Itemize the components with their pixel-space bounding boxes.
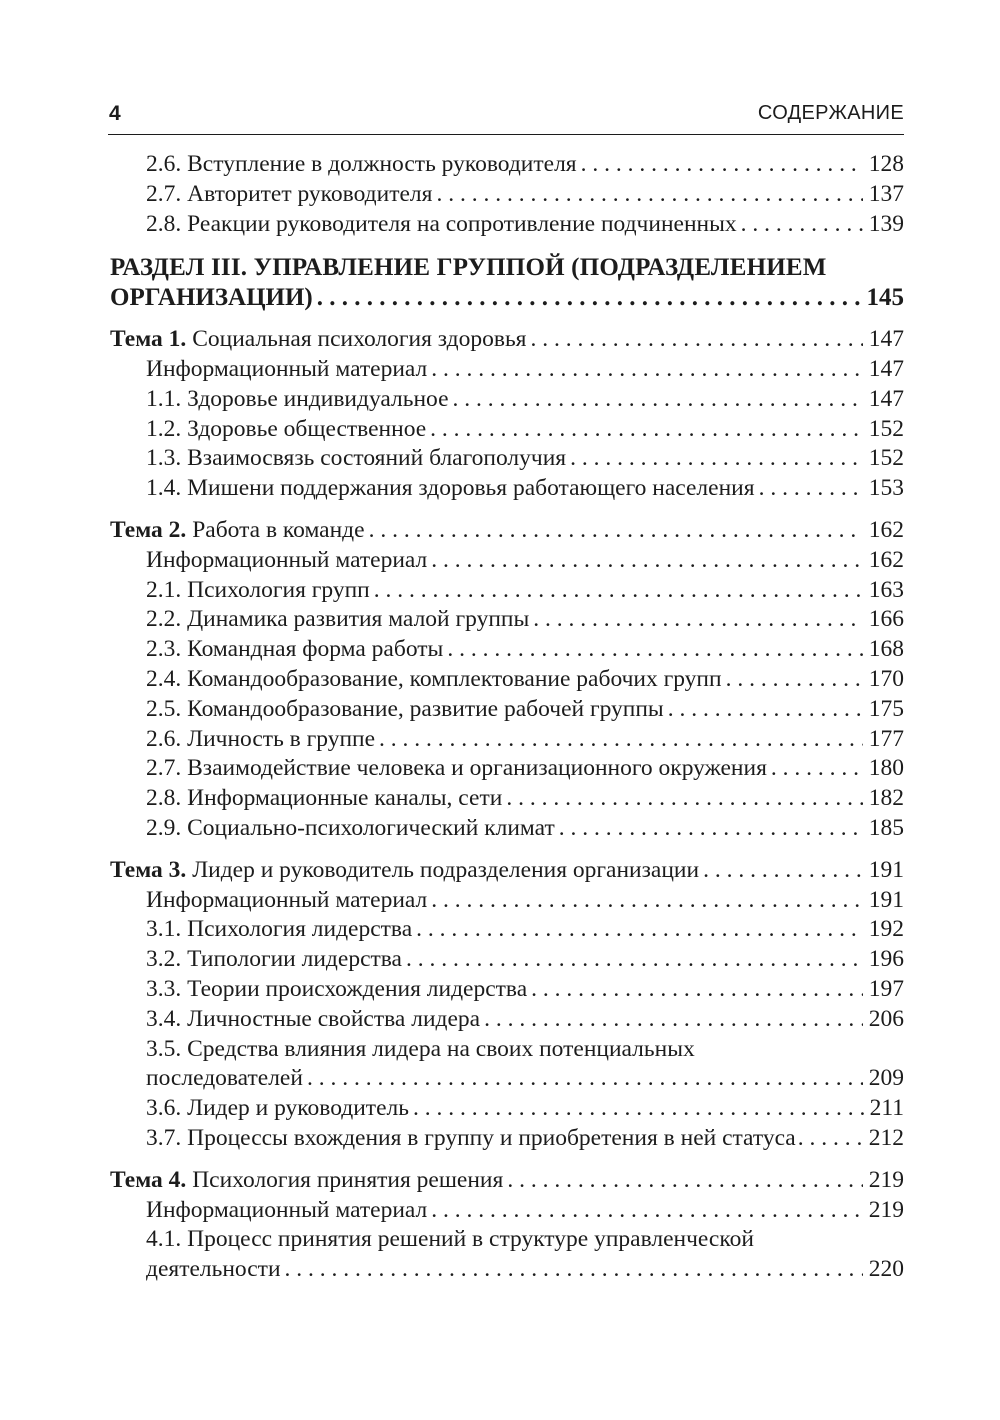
toc-entry[interactable] [110,546,904,576]
toc-entry-title: 2.6. Вступление в должность руководителя [146,151,577,177]
toc-entry[interactable] [110,1005,904,1035]
toc-entry[interactable] [110,754,904,784]
toc-entry-page: 147 [868,355,904,382]
topic-title: Работа в команде [192,516,365,543]
toc-entry-title: 3.2. Типологии лидерства [146,946,402,973]
toc-entry-title: 2.9. Социально-психологический климат [146,814,555,841]
dot-leader [431,1196,862,1226]
toc-entry-title: 1.3. Взаимосвязь состояний благополучия [146,445,567,472]
toc-entry-title: 2.1. Психология групп [146,576,370,603]
dot-leader [726,665,863,695]
toc-entry[interactable] [110,1255,904,1285]
toc-entry[interactable] [110,385,904,415]
topic-title: Социальная психология здоровья [192,326,527,353]
toc-entry-page: 139 [868,210,904,237]
toc-entry[interactable] [110,605,904,635]
toc-entry[interactable] [110,665,904,695]
page-header [108,98,904,135]
toc-entry[interactable] [110,444,904,474]
toc-entry-page: 191 [868,886,904,913]
topic-2 [110,516,904,844]
dot-leader [530,325,862,355]
toc-entry-title: 2.2. Динамика развития малой группы [146,606,530,633]
topic-label: Тема 2. [110,516,187,543]
dot-leader [453,385,863,415]
toc-entry-title: Информационный материал [146,546,428,573]
topic-page: 162 [868,516,904,543]
dot-leader [668,695,863,725]
toc-entry[interactable] [110,180,904,210]
toc-entry[interactable] [110,695,904,725]
topic-title: Лидер и руководитель подразделения организации [192,856,700,883]
dot-leader [413,1094,864,1124]
toc-entry[interactable] [110,886,904,916]
topic-3 [110,856,904,1154]
topic-heading[interactable] [110,516,904,546]
toc-entry[interactable] [110,150,904,180]
dot-leader [406,945,863,975]
toc-entry[interactable] [110,784,904,814]
toc-entry[interactable] [110,635,904,665]
dot-leader [430,415,863,445]
toc-entry-page: 197 [868,975,904,1002]
toc-entry-page: 147 [868,385,904,412]
toc-entry[interactable] [110,1064,904,1094]
dot-leader [533,605,862,635]
toc-entry[interactable] [110,210,904,240]
dot-leader [759,474,863,504]
topic-label: Тема 3. [110,856,187,883]
dot-leader [741,210,863,240]
dot-leader [431,546,862,576]
toc-entry[interactable] [110,415,904,445]
dot-leader [798,1124,865,1154]
toc-entry-page: 185 [868,814,904,841]
toc-entry-title: 2.8. Реакции руководителя на сопротивление подчиненных [146,210,737,237]
dot-leader [447,635,862,665]
toc-entry[interactable] [110,1094,904,1124]
dot-leader [570,444,863,474]
toc-entry[interactable] [110,355,904,385]
toc-entry-title: 3.7. Процессы вхождения в группу и приобретения в ней статуса [146,1124,796,1151]
toc-entry-page: 219 [868,1196,904,1223]
toc-entry-page: 175 [868,695,904,722]
topic-heading[interactable] [110,1166,904,1196]
toc-entry-page: 192 [868,916,904,943]
topic-title: Психология принятия решения [192,1166,504,1193]
dot-leader [484,1005,863,1035]
toc-entry-title: 2.3. Командная форма работы [146,636,444,663]
toc-entry-title: последователей [146,1065,303,1092]
dot-leader [285,1255,863,1285]
toc-entry-title: 3.1. Психология лидерства [146,916,413,943]
toc-entry-page: 162 [868,546,904,573]
dot-leader [559,814,863,844]
toc-entry-page: 163 [868,576,904,603]
topic-page: 219 [868,1166,904,1193]
topic-label: Тема 4. [110,1166,187,1193]
toc-entry-title: 2.8. Информационные каналы, сети [146,785,503,812]
toc-entry-title: 1.4. Мишени поддержания здоровья работающего населения [146,475,755,502]
toc-entry-page: 152 [868,415,904,442]
toc-entry-title: Информационный материал [146,1196,428,1223]
toc-entry-page: 168 [868,636,904,663]
dot-leader [317,283,861,313]
toc-entry[interactable] [110,1196,904,1226]
toc-entry-title: Информационный материал [146,355,428,382]
toc-entry[interactable] [110,814,904,844]
dot-leader [374,576,863,606]
toc-entry-title: 3.3. Теории происхождения лидерства [146,975,528,1002]
toc-entry-page: 206 [868,1005,904,1032]
dot-leader [771,754,863,784]
toc-entry[interactable] [110,725,904,755]
toc-entry-title: 2.7. Авторитет руководителя [146,180,433,207]
dot-leader [506,784,862,814]
topic-heading[interactable] [110,325,904,355]
toc-entry[interactable] [110,915,904,945]
section-title-line1: РАЗДЕЛ III. УПРАВЛЕНИЕ ГРУППОЙ (ПОДРАЗДЕЛЕНИЕМ [110,254,827,282]
running-title: СОДЕРЖАНИЕ [757,102,904,124]
dot-leader [307,1064,863,1094]
toc-entry-page: 212 [868,1124,904,1151]
topic-1 [110,325,904,504]
toc-entry[interactable] [110,576,904,606]
toc-entry[interactable] [110,474,904,504]
toc-entry-page: 180 [868,755,904,782]
dot-leader [507,1166,862,1196]
dot-leader [416,915,863,945]
dot-leader [703,856,863,886]
toc-entry-page: 209 [868,1065,904,1092]
toc-entry-page: 182 [868,785,904,812]
dot-leader [431,886,862,916]
toc-entry-page: 220 [868,1256,904,1283]
topic-4 [110,1166,904,1285]
toc-entry-title: 2.5. Командообразование, развитие рабочей группы [146,695,664,722]
toc-entry-page: 152 [868,445,904,472]
toc-entry-page: 170 [868,665,904,692]
toc-entry-wrapped-line1[interactable]: 3.5. Средства влияния лидера на своих потенциальных [146,1035,695,1062]
dot-leader [581,150,863,180]
toc-entry-page: 177 [868,725,904,752]
toc-entry-page: 196 [868,946,904,973]
toc-entry-title: 2.7. Взаимодействие человека и организационного окружения [146,755,767,782]
toc-entry[interactable] [110,945,904,975]
toc-entry-title: 1.1. Здоровье индивидуальное [146,385,449,412]
toc-entry[interactable] [110,1124,904,1154]
toc-entry-title: 2.6. Личность в группе [146,725,376,752]
toc-entry-title: 3.6. Лидер и руководитель [146,1095,409,1122]
dot-leader [436,180,862,210]
topic-page: 191 [868,856,904,883]
toc-entry-title: деятельности [146,1256,281,1283]
toc-entry-page: 211 [869,1095,904,1122]
toc-entry[interactable] [110,975,904,1005]
toc-entry-page: 137 [868,180,904,207]
toc-entry-title: 3.4. Личностные свойства лидера [146,1005,481,1032]
topic-label: Тема 1. [110,326,187,353]
dot-leader [531,975,863,1005]
page-number: 4 [109,102,121,125]
toc-entry-page: 128 [868,151,904,177]
topic-heading[interactable] [110,856,904,886]
toc-entry-wrapped-line1[interactable]: 4.1. Процесс принятия решений в структуре управленческой [146,1226,754,1253]
section-title-line2: ОРГАНИЗАЦИИ) [110,284,313,312]
dot-leader [431,355,862,385]
toc-entry-page: 166 [868,606,904,633]
section-page: 145 [866,284,904,312]
toc-entry-page: 153 [868,475,904,502]
toc-entry-title: 1.2. Здоровье общественное [146,415,427,442]
toc-entry-title: 2.4. Командообразование, комплектование рабочих групп [146,665,722,692]
toc-entry-title: Информационный материал [146,886,428,913]
dot-leader [379,725,863,755]
dot-leader [369,516,863,546]
topic-page: 147 [868,326,904,353]
table-of-contents [110,150,904,1285]
section-heading[interactable] [110,253,904,313]
